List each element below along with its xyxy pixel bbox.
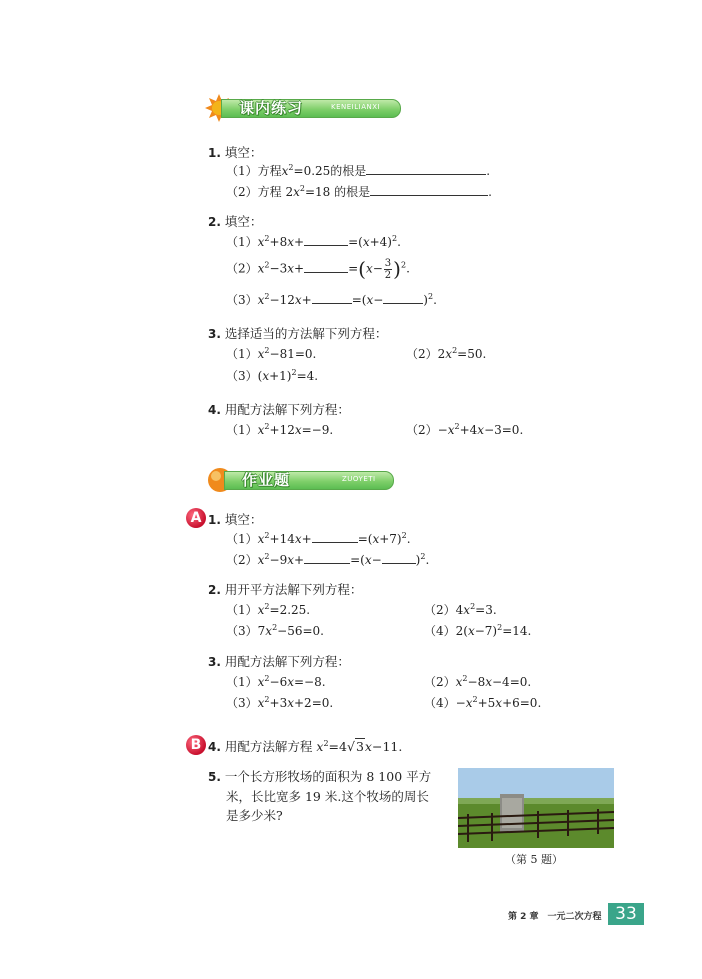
homework-2-part-3: $(3)7x^2-56=0$. bbox=[226, 623, 324, 638]
section-subtitle: ZUOYETI bbox=[342, 475, 376, 483]
homework-2-part-4: $(4)2(x-7)^2=14$. bbox=[424, 623, 532, 638]
homework-3-part-1: $(1)x^2-6x=-8$. bbox=[226, 674, 326, 689]
exercise-title: 填空： bbox=[224, 145, 263, 160]
pasture-scene bbox=[458, 768, 614, 848]
level-b-badge: B bbox=[186, 735, 206, 755]
exercise-3-part-1: $(1)x^2-81=0$. bbox=[226, 346, 317, 361]
homework-2-part-1: $(1)x^2=2.25$. bbox=[226, 602, 311, 617]
exercise-2-line-1: $(1)x^2+8x+ =(x+4)^2$. bbox=[226, 234, 401, 249]
sqrt-sign: √ bbox=[346, 739, 355, 754]
exercise-4-part-2: $(2)-x^2+4x-3=0$. bbox=[406, 422, 524, 437]
fraction: $\frac{3}{2}$ bbox=[384, 257, 392, 281]
exercise-4-part-1: $(1)x^2+12x=-9$. bbox=[226, 422, 334, 437]
homework-1-line-2: $(2)x^2-9x+ =(x- )^2$. bbox=[226, 552, 430, 567]
exercise-2-line-3: $(3)x^2-12x+ =(x- )^2$. bbox=[226, 292, 437, 307]
chapter-footer: 第 2 章 一元二次方程 bbox=[508, 912, 602, 922]
homework-2-part-2: $(2)4x^2=3$. bbox=[424, 602, 497, 617]
homework-3-part-3: $(3)x^2+3x+2=0$. bbox=[226, 695, 334, 710]
exercise-3-part-2: $(2)2x^2=50$. bbox=[406, 346, 487, 361]
answer-blank[interactable] bbox=[366, 162, 486, 175]
exercise-2: 2. 填空： bbox=[208, 214, 263, 229]
homework-3-part-2: $(2)x^2-8x-4=0$. bbox=[424, 674, 532, 689]
answer-blank[interactable] bbox=[304, 551, 350, 564]
homework-1: 1. 填空： bbox=[208, 512, 263, 527]
exercise-1: 1. 填空： bbox=[208, 145, 263, 160]
answer-blank[interactable] bbox=[382, 551, 416, 564]
section-subtitle: KENEILIANXI bbox=[331, 103, 381, 111]
answer-blank[interactable] bbox=[312, 291, 352, 304]
exercise-1-line-2: （2）方程 $2x^2=18$ 的根是 . bbox=[226, 184, 492, 199]
exercise-4: 4. 用配方法解下列方程： bbox=[208, 402, 350, 417]
answer-blank[interactable] bbox=[304, 233, 348, 246]
answer-blank[interactable] bbox=[312, 530, 358, 543]
photo-caption: （第 5 题） bbox=[505, 853, 563, 866]
exercise-2-line-2: $(2)x^2-3x+ =(x-$ $\frac{3}{2}$ )$^2$. bbox=[226, 257, 410, 281]
answer-blank[interactable] bbox=[383, 291, 423, 304]
answer-blank[interactable] bbox=[370, 183, 488, 196]
homework-1-line-1: $(1)x^2+14x+ =(x+7)^2$. bbox=[226, 531, 411, 546]
exercise-3: 3. 选择适当的方法解下列方程： bbox=[208, 326, 388, 341]
homework-3-part-4: $(4)-x^2+5x+6=0$. bbox=[424, 695, 542, 710]
exercise-1-line-1: （1）方程$x^2=0.25$的根是 . bbox=[226, 163, 491, 178]
homework-5: 5. 一个长方形牧场的面积为 8 100 平方 米，长比宽多 19 米.这个牧场的周长 是多少米? bbox=[208, 769, 432, 823]
sqrt-radicand: 3 bbox=[355, 739, 364, 754]
homework-4: 4. 用配方法解方程 $x^2=4√3x-11$. bbox=[208, 738, 403, 754]
exercise-3-part-3: $(3)(x+1)^2=4$. bbox=[226, 368, 319, 383]
section-banner-kenei bbox=[205, 96, 401, 120]
section-title: 课内练习 bbox=[239, 99, 304, 117]
level-a-badge: A bbox=[186, 508, 206, 528]
answer-blank[interactable] bbox=[304, 260, 348, 273]
pasture-photo bbox=[458, 768, 614, 848]
homework-3: 3. 用配方法解下列方程： bbox=[208, 654, 350, 669]
section-title: 作业题 bbox=[242, 471, 291, 489]
section-banner-zuoye bbox=[208, 468, 394, 492]
homework-2: 2. 用开平方法解下列方程： bbox=[208, 582, 363, 597]
page-number: 33 bbox=[608, 903, 644, 925]
